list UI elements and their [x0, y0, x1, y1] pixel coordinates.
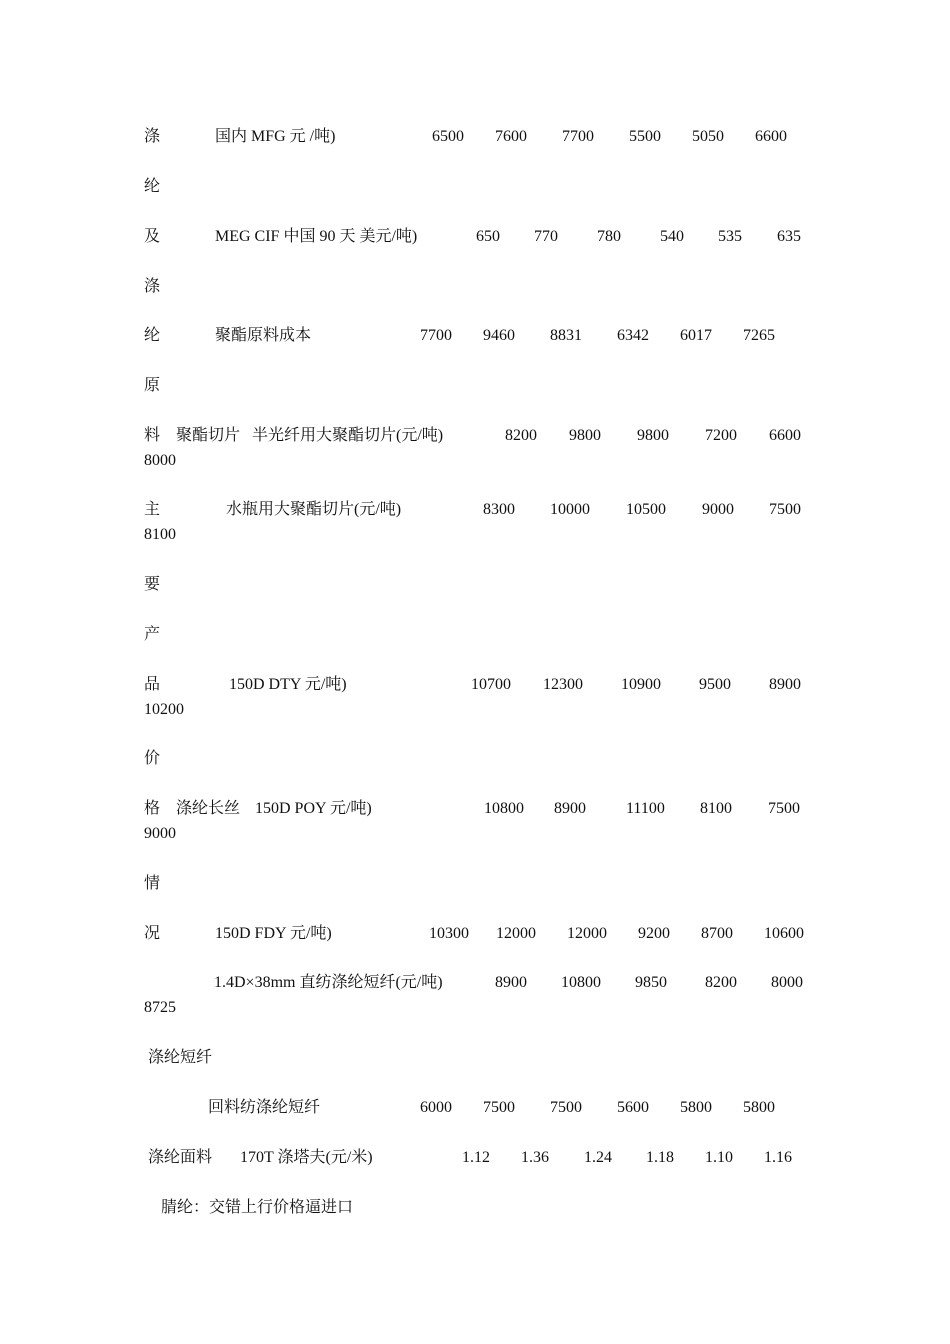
row-label: 170T 涤塔夫(元/米): [240, 1149, 373, 1166]
row-label: MEG CIF 中国 90 天 美元/吨): [215, 228, 418, 245]
table-cell: 12300: [543, 676, 583, 693]
table-cell: 9850: [635, 974, 667, 991]
row-side-char: 原: [144, 377, 161, 394]
table-cell: 10800: [484, 800, 524, 817]
table-cell: 8900: [554, 800, 586, 817]
table-cell: 8900: [495, 974, 527, 991]
table-cell: 9800: [569, 427, 601, 444]
row-side-char: 情: [144, 875, 161, 892]
row-label: 回料纺涤纶短纤: [208, 1099, 321, 1116]
row-side-char: 品: [144, 676, 161, 693]
row-label: 150D POY 元/吨): [255, 800, 372, 817]
table-cell: 540: [660, 228, 684, 245]
row-side-char: 主: [144, 501, 161, 518]
table-cell: 9460: [483, 327, 515, 344]
table-cell: 9500: [699, 676, 731, 693]
table-cell: 5800: [743, 1099, 775, 1116]
table-cell: 1.16: [764, 1149, 792, 1166]
table-cell: 8100: [700, 800, 732, 817]
table-cell: 8300: [483, 501, 515, 518]
table-cell: 1.24: [584, 1149, 612, 1166]
row-side-char: 要: [144, 576, 161, 593]
table-cell: 10600: [764, 925, 804, 942]
row-label: 半光纤用大聚酯切片(元/吨): [252, 427, 444, 444]
table-cell: 10500: [626, 501, 666, 518]
table-cell-wrapped: 8725: [144, 999, 176, 1016]
table-cell: 7500: [768, 800, 800, 817]
row-side-char: 价: [144, 750, 161, 767]
row-label: 150D FDY 元/吨): [215, 925, 332, 942]
table-cell: 1.18: [646, 1149, 674, 1166]
table-cell: 9800: [637, 427, 669, 444]
table-cell: 7600: [495, 128, 527, 145]
table-cell: 780: [597, 228, 621, 245]
table-cell: 6000: [420, 1099, 452, 1116]
table-cell: 5500: [629, 128, 661, 145]
table-cell: 9000: [702, 501, 734, 518]
table-cell: 8000: [771, 974, 803, 991]
row-side-char: 况: [144, 925, 161, 942]
table-cell: 6600: [769, 427, 801, 444]
table-cell: 12000: [496, 925, 536, 942]
group-label: 聚酯切片: [176, 427, 241, 444]
group-label: 涤纶长丝: [176, 800, 241, 817]
table-cell: 5050: [692, 128, 724, 145]
row-side-char: 料: [144, 427, 161, 444]
row-label: 国内 MFG 元 /吨): [215, 128, 336, 145]
table-cell: 6600: [755, 128, 787, 145]
table-cell: 12000: [567, 925, 607, 942]
table-cell: 1.12: [462, 1149, 490, 1166]
row-side-char: 格: [144, 800, 161, 817]
row-side-char: 涤: [144, 278, 161, 295]
table-cell-wrapped: 8000: [144, 452, 176, 469]
row-label: 1.4D×38mm 直纺涤纶短纤(元/吨): [214, 974, 443, 991]
table-cell: 10000: [550, 501, 590, 518]
table-cell: 770: [534, 228, 558, 245]
table-cell: 7265: [743, 327, 775, 344]
table-cell: 10900: [621, 676, 661, 693]
row-side-char: 及: [144, 228, 161, 245]
table-cell: 10300: [429, 925, 469, 942]
table-cell: 6017: [680, 327, 712, 344]
section-heading: 腈纶：交错上行价格逼进口: [161, 1199, 354, 1216]
table-cell: 7500: [769, 501, 801, 518]
table-cell: 11100: [626, 800, 665, 817]
table-cell-wrapped: 8100: [144, 526, 176, 543]
table-cell: 535: [718, 228, 742, 245]
group-label: 涤纶面料: [148, 1149, 213, 1166]
row-side-char: 纶: [144, 327, 161, 344]
table-cell: 5600: [617, 1099, 649, 1116]
table-cell: 1.36: [521, 1149, 549, 1166]
table-cell-wrapped: 10200: [144, 701, 184, 718]
table-cell: 7700: [562, 128, 594, 145]
row-side-char: 纶: [144, 178, 161, 195]
table-cell: 7500: [550, 1099, 582, 1116]
table-cell: 6500: [432, 128, 464, 145]
table-cell: 8700: [701, 925, 733, 942]
table-cell-wrapped: 9000: [144, 825, 176, 842]
table-cell: 7700: [420, 327, 452, 344]
table-cell: 8900: [769, 676, 801, 693]
table-cell: 9200: [638, 925, 670, 942]
table-cell: 6342: [617, 327, 649, 344]
row-side-char: 涤: [144, 128, 161, 145]
table-cell: 1.10: [705, 1149, 733, 1166]
table-cell: 10700: [471, 676, 511, 693]
table-cell: 8200: [705, 974, 737, 991]
table-cell: 7500: [483, 1099, 515, 1116]
group-label: 涤纶短纤: [148, 1049, 213, 1066]
row-label: 水瓶用大聚酯切片(元/吨): [226, 501, 402, 518]
table-cell: 10800: [561, 974, 601, 991]
table-cell: 8200: [505, 427, 537, 444]
row-side-char: 产: [144, 626, 161, 643]
table-cell: 7200: [705, 427, 737, 444]
row-label: 150D DTY 元/吨): [229, 676, 347, 693]
table-cell: 5800: [680, 1099, 712, 1116]
table-cell: 8831: [550, 327, 582, 344]
table-cell: 650: [476, 228, 500, 245]
table-cell: 635: [777, 228, 801, 245]
row-label: 聚酯原料成本: [215, 327, 312, 344]
